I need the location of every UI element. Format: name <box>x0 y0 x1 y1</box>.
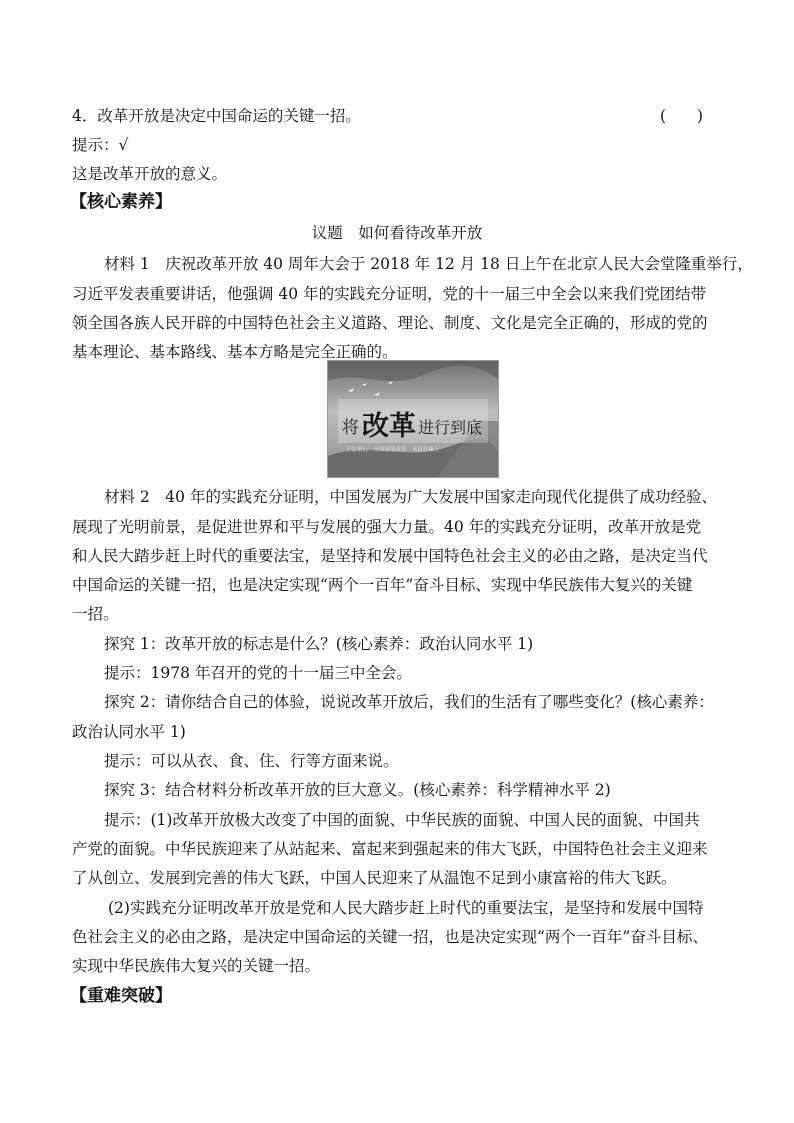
explore-2-question-cont: 政治认同水平 1) <box>72 723 186 741</box>
poster-subtitle: 不忘初心 全面深化改革 永远在路上 <box>346 447 440 453</box>
explore-2-hint: 提示：可以从衣、食、住、行等方面来说。 <box>104 752 399 770</box>
explore-3-hint-2-line: (2)实践充分证明改革开放是党和人民大踏步赶上时代的重要法宝，是坚持和发展中国特 <box>108 899 704 917</box>
poster-rest-text: 进行到底 <box>418 418 483 437</box>
section-heading-breakthrough: 【重难突破】 <box>70 986 172 1006</box>
question-4-note: 这是改革开放的意义。 <box>72 165 228 183</box>
explore-1-question: 探究 1：改革开放的标志是什么？(核心素养：政治认同水平 1) <box>104 635 534 653</box>
explore-3-hint-line: 提示：(1)改革开放极大改变了中国的面貌、中华民族的面貌、中国人民的面貌、中国共 <box>104 811 700 829</box>
material-2-line: 一招。 <box>72 605 119 623</box>
material-1-line: 基本理论、基本路线、基本方略是完全正确的。 <box>72 343 398 361</box>
material-1-line: 材料 1 庆祝改革开放 40 周年大会于 2018 年 12 月 18 日上午在北京人民大会堂隆重举行， <box>104 255 753 273</box>
material-2-line: 和人民大踏步赶上时代的重要法宝，是坚持和发展中国特色社会主义的必由之路，是决定当代 <box>72 547 708 565</box>
explore-3-hint-line: 产党的面貌。中华民族迎来了从站起来、富起来到强起来的伟大飞跃，中国特色社会主义迎来 <box>72 840 708 858</box>
material-2-line: 展现了光明前景，是促进世界和平与发展的强大力量。40 年的实践充分证明，改革开放是党 <box>72 518 702 536</box>
explore-3-hint-2-line: 色社会主义的必由之路，是决定中国命运的关键一招，也是决定实现“两个一百年”奋斗目标、 <box>72 928 708 946</box>
reform-poster-graphic <box>328 361 498 477</box>
explore-1-hint: 提示：1978 年召开的党的十一届三中全会。 <box>104 664 412 682</box>
answer-parentheses: ( ) <box>660 107 704 125</box>
section-heading-core: 【核心素养】 <box>70 192 172 212</box>
material-1-line: 习近平发表重要讲话，他强调 40 年的实践充分证明，党的十一届三中全会以来我们党团结带 <box>72 285 707 303</box>
explore-3-hint-line: 了从创立、发展到完善的伟大飞跃，中国人民迎来了从温饱不足到小康富裕的伟大飞跃。 <box>72 869 677 887</box>
poster-char-jiang: 将 <box>342 418 359 438</box>
material-1-line: 领全国各族人民开辟的中国特色社会主义道路、理论、制度、文化是完全正确的，形成的党的 <box>72 314 708 332</box>
explore-3-question: 探究 3：结合材料分析改革开放的巨大意义。(核心素养：科学精神水平 2) <box>104 781 611 799</box>
material-2-line: 中国命运的关键一招，也是决定实现“两个一百年”奋斗目标、实现中华民族伟大复兴的关键 <box>72 576 693 594</box>
explore-2-question: 探究 2：请你结合自己的体验，说说改革开放后，我们的生活有了哪些变化？(核心素养： <box>104 693 714 711</box>
poster-big-text: 改革 <box>362 411 416 442</box>
reform-poster-image <box>327 360 499 478</box>
explore-3-hint-2-line: 实现中华民族伟大复兴的关键一招。 <box>72 957 321 975</box>
question-4-hint: 提示：√ <box>72 136 129 154</box>
question-4: 4．改革开放是决定中国命运的关键一招。 <box>72 107 361 125</box>
topic-title: 议题 如何看待改革开放 <box>311 224 483 242</box>
material-2-line: 材料 2 40 年的实践充分证明，中国发展为广大发展中国家走向现代化提供了成功经验、 <box>104 488 717 506</box>
